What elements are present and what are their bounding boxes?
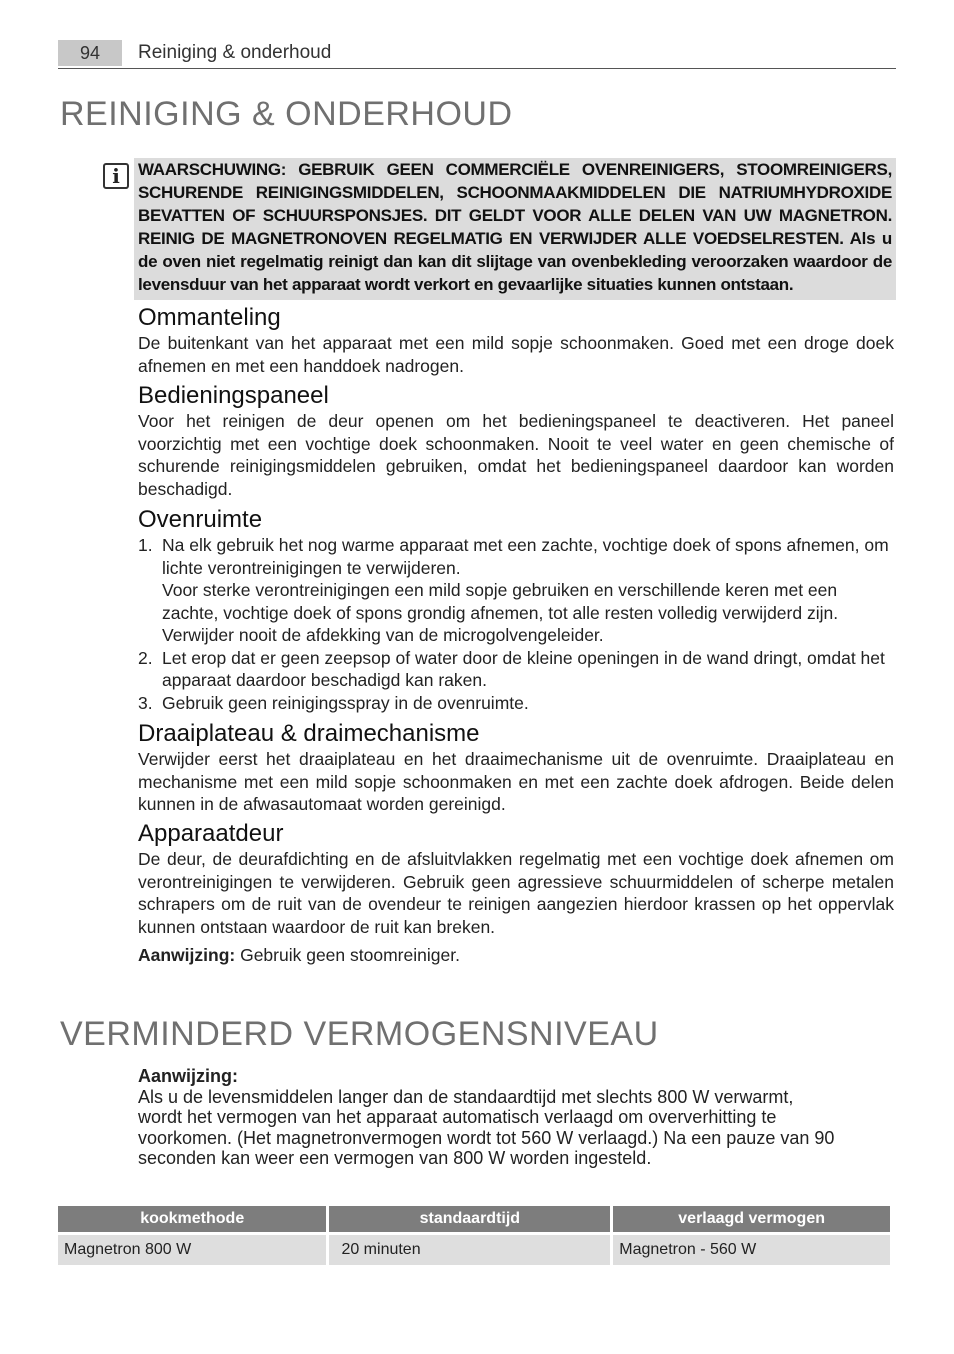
list-item	[138, 534, 894, 647]
section-title-cleaning: REINIGING & ONDERHOUD	[60, 95, 513, 133]
ovenruimte-heading: Ovenruimte	[138, 506, 263, 533]
cleaning-note	[138, 944, 894, 967]
list-item-text: Gebruik geen reinigingsspray in de ovenruimte.	[162, 692, 529, 713]
running-title: Reiniging & onderhoud	[138, 42, 332, 63]
ovenruimte-section	[138, 506, 894, 714]
bedieningspaneel-text: Voor het reinigen de deur openen om het bedieningspaneel te deactiveren. Het paneel voorzichtig met een vochtige doek schoonmaken. Nooit te veel water en geen chemische of schurende reinigingsmiddelen gebruiken, omdat het bedieningspaneel daardoor kan worden beschadigd.	[138, 411, 894, 499]
list-item-text: Let erop dat er geen zeepsop of water door de kleine openingen in de wand dringt, omdat het apparaat daardoor beschadigd kan raken.	[162, 647, 885, 690]
table-row	[58, 1232, 890, 1265]
ommanteling-heading: Ommanteling	[138, 304, 281, 331]
apparaatdeur-heading: Apparaatdeur	[138, 820, 284, 847]
draaiplateau-text: Verwijder eerst het draaiplateau en het draaimechanisme uit de ovenruimte. Draaiplateau en mechanisme met een mild sopje schoonmaken en met een zachte doek afdrogen. Beide delen kunnen in de afwasautomaat worden gereinigd.	[138, 749, 894, 814]
note-label: Aanwijzing:	[138, 945, 236, 965]
table-cell: Magnetron 800 W	[58, 1232, 326, 1265]
table-header-cell: standaardtijd	[329, 1206, 610, 1232]
page-header	[58, 40, 896, 68]
table-cell: Magnetron - 560 W	[613, 1232, 890, 1265]
table-header-cell: kookmethode	[58, 1206, 326, 1232]
note-text: Gebruik geen stoomreiniger.	[235, 945, 460, 965]
apparaatdeur-section	[138, 820, 894, 967]
ommanteling-section	[138, 304, 894, 377]
list-item-extra: Voor sterke verontreinigingen een mild sopje gebruiken en verschillende keren met een zachte, vochtige doek of spons grondig afnemen, tot alle resten volledig verwijderd zijn. Verwijder nooit de afdekking van de microgolvengeleider.	[162, 580, 839, 645]
ommanteling-text: De buitenkant van het apparaat met een mild sopje schoonmaken. Goed met een droge doek afnemen en met een handdoek nadrogen.	[138, 333, 894, 376]
warning-text: WAARSCHUWING: GEBRUIK GEEN COMMERCIËLE OVENREINIGERS, STOOMREINIGERS, SCHURENDE REINIGINGSMIDDELEN, SCHOONMAAKMIDDELEN DIE NATRIUMHYDROXIDE BEVATTEN OF SCHUURSPONSJES. DIT GELDT VOOR ALLE DELEN VAN UW MAGNETRON. REINIG DE MAGNETRONOVEN REGELMATIG EN VERWIJDER ALLE VOEDSELRESTEN. Als u de oven niet regelmatig reinigt dan kan dit slijtage van ovenbekleding veroorzaken waardoor de levensduur van het apparaat wordt verkort en gevaarlijke situaties kunnen ontstaan.	[138, 160, 892, 294]
draaiplateau-heading: Draaiplateau & draimechanisme	[138, 720, 480, 747]
power-note-text: Als u de levensmiddelen langer dan de standaardtijd met slechts 800 W verwarmt, wordt het vermogen van het apparaat automatisch verlaagd om oververhitting te voorkomen. (Het magnetronvermogen wordt tot 560 W verlaagd.) Na een pauze van 90 seconden kan weer een vermogen van 800 W worden ingesteld.	[138, 1086, 835, 1168]
header-rule	[58, 68, 896, 69]
info-icon: i	[103, 163, 129, 189]
power-table	[55, 1206, 893, 1265]
bedieningspaneel-section	[138, 382, 894, 500]
apparaatdeur-text: De deur, de deurafdichting en de afsluitvlakken regelmatig met een vochtige doek afnemen om verontreinigingen te verwijderen. Gebruik geen agressieve schuurmiddelen of scherpe metalen schrapers om de ruit van de ovendeur te reinigen aangezien hierdoor krassen op het oppervlak kunnen ontstaan waardoor de ruit kan breken.	[138, 849, 894, 937]
warning-box	[134, 158, 896, 300]
power-note-label: Aanwijzing:	[138, 1066, 238, 1086]
list-item	[138, 647, 894, 692]
power-note	[138, 1066, 838, 1169]
page-number: 94	[58, 40, 122, 66]
list-number: 1.	[138, 535, 153, 555]
table-header-cell: verlaagd vermogen	[613, 1206, 890, 1232]
bedieningspaneel-heading: Bedieningspaneel	[138, 382, 329, 409]
list-item-text: Na elk gebruik het nog warme apparaat met een zachte, vochtige doek of spons afnemen, om lichte verontreinigingen te verwijderen.	[162, 535, 889, 578]
list-number: 3.	[138, 692, 153, 713]
ovenruimte-list	[138, 534, 894, 714]
list-item	[138, 692, 894, 715]
table-header-row	[58, 1206, 890, 1232]
section-title-power: VERMINDERD VERMOGENSNIVEAU	[60, 1015, 659, 1053]
list-number: 2.	[138, 647, 153, 668]
draaiplateau-section	[138, 720, 894, 816]
table-cell: 20 minuten	[329, 1232, 610, 1265]
